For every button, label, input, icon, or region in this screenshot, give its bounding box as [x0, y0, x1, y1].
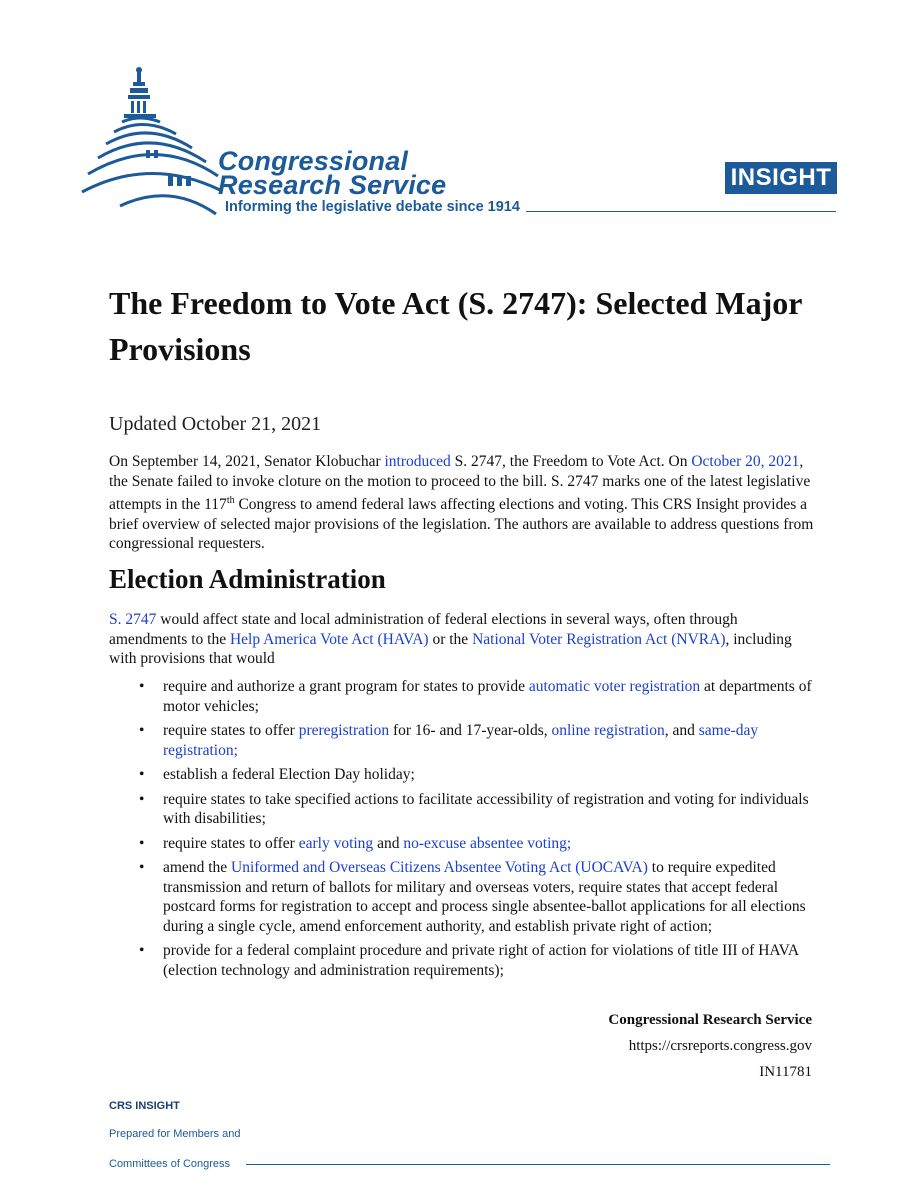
prepared-for-line2: Committees of Congress — [109, 1158, 231, 1170]
bullet-text: require and authorize a grant program for states to provide — [163, 678, 529, 695]
crs-name: Congressional Research Service — [608, 1012, 812, 1028]
nvra-link[interactable]: National Voter Registration Act (NVRA) — [472, 630, 726, 648]
bullet-text: , and — [664, 722, 699, 739]
section-text: or the — [428, 630, 473, 648]
list-item — [109, 765, 814, 785]
footer-divider — [246, 1164, 830, 1165]
bullet-icon: • — [139, 834, 145, 852]
document-title: The Freedom to Vote Act (S. 2747): Selected Major Provisions — [109, 285, 802, 367]
org-tagline: Informing the legislative debate since 1914 — [225, 199, 520, 215]
bullet-text: establish a federal Election Day holiday; — [163, 766, 415, 783]
bullet-icon: • — [139, 942, 145, 959]
bullet-icon: • — [139, 859, 145, 876]
list-item — [109, 790, 814, 829]
bullet-text: require states to offer — [163, 834, 299, 852]
bullet-text: at departments of motor vehicles; — [163, 678, 812, 715]
insight-badge: INSIGHT — [725, 162, 837, 194]
bullet-icon: • — [139, 790, 145, 808]
bullet-text: for 16- and 17-year-olds, — [389, 722, 552, 739]
automatic-voter-registration-link[interactable]: automatic voter registration — [528, 678, 701, 695]
bullet-text: provide for a federal complaint procedure and private right of action for violations of title III of HAVA (election technology and administration requirements); — [163, 942, 799, 979]
introduced-link[interactable]: introduced — [384, 453, 451, 470]
no-excuse-absentee-voting-link[interactable]: no-excuse absentee voting — [403, 834, 567, 852]
intro-text: On September 14, 2021, Senator Klobuchar — [109, 453, 385, 470]
crs-footer-info — [608, 1007, 812, 1085]
report-id: IN11781 — [759, 1064, 812, 1080]
ordinal-suffix: th — [226, 495, 235, 506]
section-intro-paragraph — [109, 610, 814, 669]
bullet-text: and — [373, 834, 404, 852]
october-20-link[interactable]: October 20, 2021 — [691, 453, 800, 470]
hava-link[interactable]: Help America Vote Act (HAVA) — [229, 630, 429, 648]
tagline-divider — [526, 211, 836, 212]
provisions-list — [109, 677, 814, 985]
bullet-text: ; — [566, 834, 572, 852]
crs-insight-label: CRS INSIGHT — [109, 1100, 180, 1112]
s2747-link[interactable]: S. 2747 — [109, 611, 157, 628]
intro-paragraph — [109, 452, 814, 554]
section-heading: Election Administration — [109, 564, 386, 594]
preregistration-link[interactable]: preregistration — [298, 722, 390, 739]
crs-url[interactable]: https://crsreports.congress.gov — [628, 1038, 812, 1054]
bullet-text: require states to take specified actions to facilitate accessibility of registration and voting for individuals with disabilities; — [163, 790, 809, 827]
online-registration-link[interactable]: online registration — [551, 722, 665, 739]
section-text: , including with provisions that would — [109, 630, 792, 667]
bullet-icon: • — [139, 722, 145, 739]
list-item — [109, 941, 814, 980]
bullet-text: amend the — [163, 859, 232, 876]
early-voting-link[interactable]: early voting — [298, 834, 374, 852]
bullet-text: require states to offer — [163, 722, 299, 739]
intro-text: , the Senate failed to invoke cloture on the motion to proceed to the bill. S. 2747 marks one of the latest legislative attempts in the 117 — [109, 453, 811, 514]
prepared-for-line1: Prepared for Members and — [109, 1128, 241, 1140]
same-day-registration-link[interactable]: same-day registration — [163, 722, 759, 759]
uocava-link[interactable]: Uniformed and Overseas Citizens Absentee Voting Act (UOCAVA) — [231, 859, 648, 876]
intro-text: Congress to amend federal laws affecting elections and voting. This CRS Insight provides a brief overview of selected major provisions of the legislation. The authors are available to address questions from congressional requesters. — [109, 496, 814, 553]
org-name-line2: Research Service — [218, 170, 447, 200]
list-item — [109, 721, 814, 760]
section-text: would affect state and local administration of federal elections in several ways, often through amendments to the — [109, 611, 738, 648]
updated-date: Updated October 21, 2021 — [109, 413, 322, 435]
bullet-icon: • — [139, 678, 145, 695]
list-item — [109, 834, 814, 854]
list-item — [109, 677, 814, 716]
intro-text: S. 2747, the Freedom to Vote Act. On — [450, 453, 692, 470]
bullet-icon: • — [139, 766, 145, 783]
bullet-text: ; — [233, 741, 238, 759]
org-name-line1: Congressional — [218, 146, 409, 176]
bullet-text: to require expedited transmission and return of ballots for military and overseas voters, require states that accept federal postcard forms for registration to accept and process single absentee-ballot applications for all elections during a single cycle, amend enforcement authority, and establish private right of action; — [163, 859, 806, 935]
list-item — [109, 858, 814, 936]
